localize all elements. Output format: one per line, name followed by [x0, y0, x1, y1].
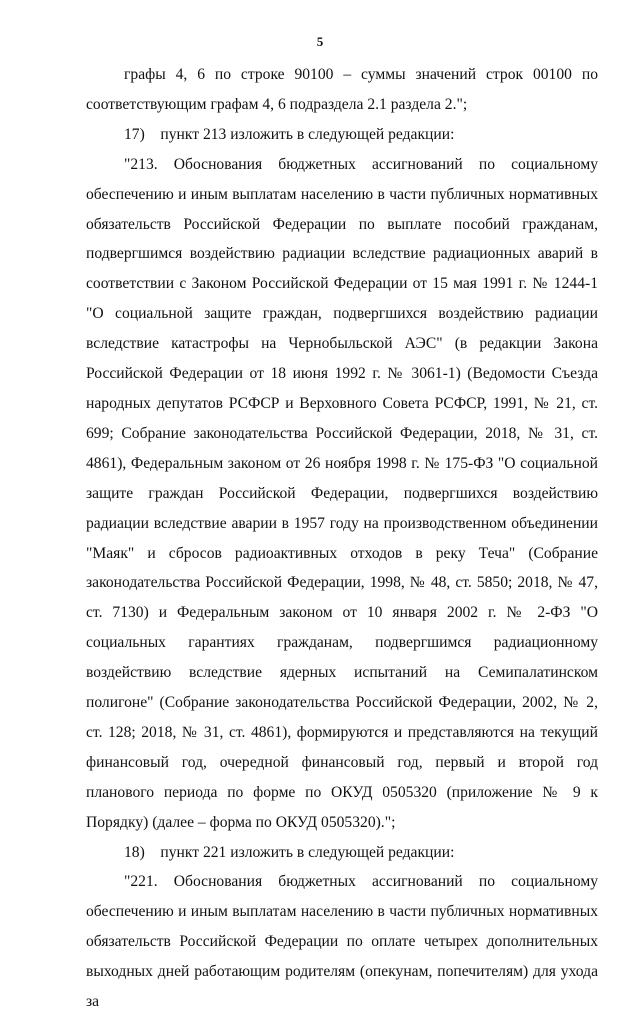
- paragraph-item-221: "221. Обоснования бюджетных ассигнований по социальному обеспечению и иным выплатам населению в части публичных нормативных обязательств Российской Федерации по оплате четырех дополнительных выходных дней работающим родителям (опекунам, попечителям) для ухода за: [86, 873, 598, 1011]
- document-body: [86, 60, 598, 1017]
- paragraph-continuation: графы 4, 6 по строке 90100 – суммы значений строк 00100 по соответствующим графам 4, 6 подраздела 2.1 раздела 2.";: [86, 66, 598, 113]
- page-number: 5: [316, 34, 324, 49]
- paragraph-item-213: "213. Обоснования бюджетных ассигнований по социальному обеспечению и иным выплатам населению в части публичных нормативных обязательств Российской Федерации по выплате пособий гражданам, подвергшимся воздействию радиации вследствие радиационных аварий в соответствии с Законом Российской Федерации от 15 мая 1991 г. № 1244-1 "О социальной защите граждан, подвергшихся воздействию радиации вследствие катастрофы на Чернобыльской АЭС" (в редакции Закона Российской Федерации от 18 июня 1992 г. № 3061-1) (Ведомости Съезда народных депутатов РСФСР и Верховного Совета РСФСР, 1991, № 21, ст. 699; Собрание законодательства Российской Федерации, 2018, № 31, ст. 4861), Федеральным законом от 26 ноября 1998 г. № 175-ФЗ "О социальной защите граждан Российской Федерации, подвергшихся воздействию радиации вследствие аварии в 1957 году на производственном объединении "Маяк" и сбросов радиоактивных отходов в реку Теча" (Собрание законодательства Российской Федерации, 1998, № 48, ст. 5850; 2018, № 47, ст. 7130) и Федеральным законом от 10 января 2002 г. № 2-ФЗ "О социальных гарантиях гражданам, подвергшимся радиационному воздействию вследствие ядерных испытаний на Семипалатинском полигоне" (Собрание законодательства Российской Федерации, 2002, № 2, ст. 128; 2018, № 31, ст. 4861), формируются и представляются на текущий финансовый год, очередной финансовый год, первый и второй год планового периода по форме по ОКУД 0505320 (приложение № 9 к Порядку) (далее – форма по ОКУД 0505320).";: [86, 155, 598, 831]
- list-item-18: 18) пункт 221 изложить в следующей редакции:: [124, 843, 455, 861]
- list-item-17: 17) пункт 213 изложить в следующей редакции:: [124, 125, 455, 143]
